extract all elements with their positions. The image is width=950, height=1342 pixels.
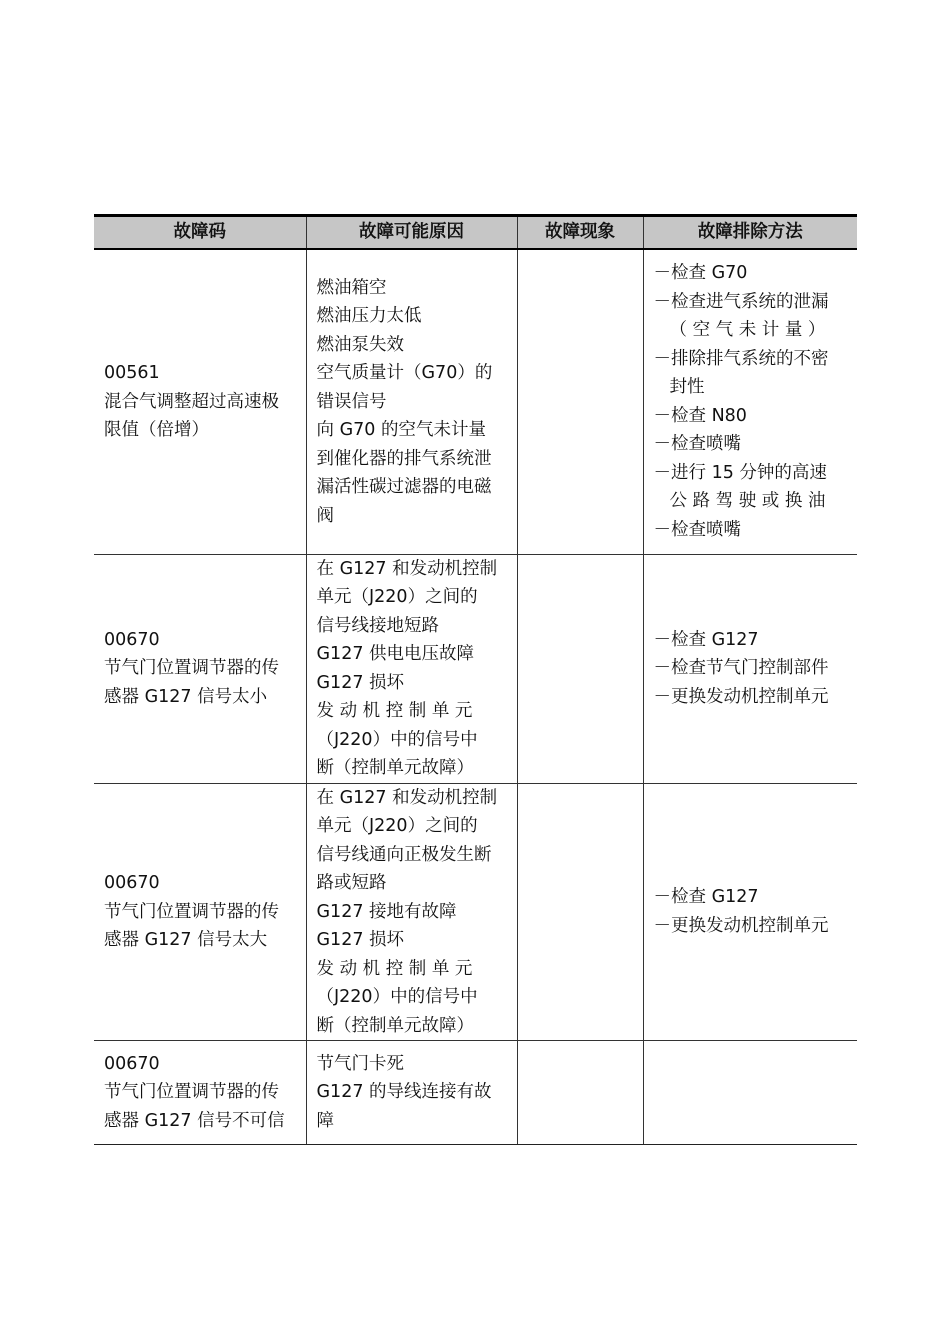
remedy-cell — [643, 554, 857, 783]
header-fault-code: 故障码 — [94, 216, 306, 250]
fault-code-description: 感器 G127 信号不可信 — [104, 1110, 285, 1131]
cause-line: （J220）中的信号中 — [316, 729, 478, 750]
table-header — [94, 216, 857, 250]
cause-line: 在 G127 和发动机控制 — [316, 558, 498, 579]
fault-code-number: 00670 — [104, 873, 160, 893]
cause-line: 障 — [316, 1110, 334, 1131]
remedy-line: －更换发动机控制单元 — [653, 915, 829, 936]
header-symptom: 故障现象 — [517, 216, 643, 250]
remedy-cell — [643, 1041, 857, 1145]
header-possible-cause: 故障可能原因 — [306, 216, 517, 250]
fault-code-description: 感器 G127 信号太大 — [104, 930, 268, 950]
remedy-line: （ 空 气 未 计 量 ） — [669, 320, 826, 341]
cause-line: 在 G127 和发动机控制 — [316, 787, 498, 808]
remedy-line: 封性 — [669, 377, 705, 398]
table-row — [94, 249, 857, 554]
cause-line: 发 动 机 控 制 单 元 — [316, 701, 473, 721]
possible-cause-cell — [306, 554, 517, 783]
remedy-line: －更换发动机控制单元 — [653, 686, 829, 707]
fault-code-description: 节气门位置调节器的传 — [104, 901, 279, 922]
fault-code-table — [94, 214, 857, 1145]
cause-line: G127 接地有故障 — [316, 901, 457, 922]
remedy-line: －检查节气门控制部件 — [653, 658, 829, 679]
cause-line: G127 的导线连接有故 — [316, 1082, 492, 1103]
remedy-line: －检查 N80 — [653, 405, 747, 426]
header-remedy: 故障排除方法 — [643, 216, 857, 250]
cause-line: 燃油压力太低 — [316, 306, 422, 326]
cause-line: 到催化器的排气系统泄 — [316, 448, 492, 469]
remedy-line: －检查进气系统的泄漏 — [653, 291, 829, 312]
fault-code-description: 节气门位置调节器的传 — [104, 1082, 279, 1103]
fault-code-number: 00561 — [104, 363, 160, 383]
remedy-cell — [643, 783, 857, 1041]
cause-line: 燃油箱空 — [316, 277, 387, 298]
fault-code-cell — [94, 249, 306, 554]
remedy-line: －检查 G127 — [653, 629, 759, 650]
cause-line: 燃油泵失效 — [316, 334, 404, 355]
cause-line: 空气质量计（G70）的 — [316, 363, 493, 383]
fault-code-description: 感器 G127 信号太小 — [104, 686, 268, 707]
cause-line: 信号线通向正极发生断 — [316, 844, 492, 865]
cause-line: 断（控制单元故障） — [316, 1015, 474, 1036]
table-row — [94, 1041, 857, 1145]
cause-line: G127 损坏 — [316, 672, 405, 693]
remedy-line: －排除排气系统的不密 — [653, 348, 829, 369]
fault-code-cell — [94, 1041, 306, 1145]
table-row — [94, 554, 857, 783]
fault-code-description: 限值（倍增） — [104, 420, 209, 440]
cause-line: 路或短路 — [316, 873, 387, 893]
cause-line: G127 供电电压故障 — [316, 644, 475, 664]
symptom-cell — [517, 1041, 643, 1145]
cause-line: 单元（J220）之间的 — [316, 816, 478, 836]
remedy-line: －检查喷嘴 — [653, 519, 741, 540]
remedy-cell — [643, 249, 857, 554]
symptom-cell — [517, 249, 643, 554]
remedy-line: －进行 15 分钟的高速 — [653, 462, 827, 483]
fault-code-number: 00670 — [104, 629, 160, 650]
header-row — [94, 216, 857, 250]
fault-code-description: 混合气调整超过高速极 — [104, 391, 279, 412]
cause-line: 错误信号 — [316, 391, 387, 412]
possible-cause-cell — [306, 249, 517, 554]
remedy-line: －检查喷嘴 — [653, 434, 741, 455]
cause-line: 单元（J220）之间的 — [316, 587, 478, 607]
cause-line: G127 损坏 — [316, 930, 405, 950]
fault-code-cell — [94, 783, 306, 1041]
symptom-cell — [517, 554, 643, 783]
cause-line: 发 动 机 控 制 单 元 — [316, 958, 473, 979]
table-row — [94, 783, 857, 1041]
remedy-line: －检查 G127 — [653, 887, 759, 908]
cause-line: 信号线接地短路 — [316, 615, 439, 636]
table-body — [94, 249, 857, 1145]
possible-cause-cell — [306, 783, 517, 1041]
cause-line: 阀 — [316, 505, 334, 526]
cause-line: 断（控制单元故障） — [316, 758, 474, 778]
cause-line: 向 G70 的空气未计量 — [316, 420, 486, 440]
fault-code-description: 节气门位置调节器的传 — [104, 658, 279, 679]
cause-line: 漏活性碳过滤器的电磁 — [316, 477, 492, 497]
fault-code-cell — [94, 554, 306, 783]
remedy-line: －检查 G70 — [653, 263, 748, 284]
cause-line: 节气门卡死 — [316, 1053, 404, 1074]
symptom-cell — [517, 783, 643, 1041]
possible-cause-cell — [306, 1041, 517, 1145]
cause-line: （J220）中的信号中 — [316, 987, 478, 1007]
fault-code-number: 00670 — [104, 1053, 160, 1074]
remedy-line: 公 路 驾 驶 或 换 油 — [669, 491, 826, 512]
